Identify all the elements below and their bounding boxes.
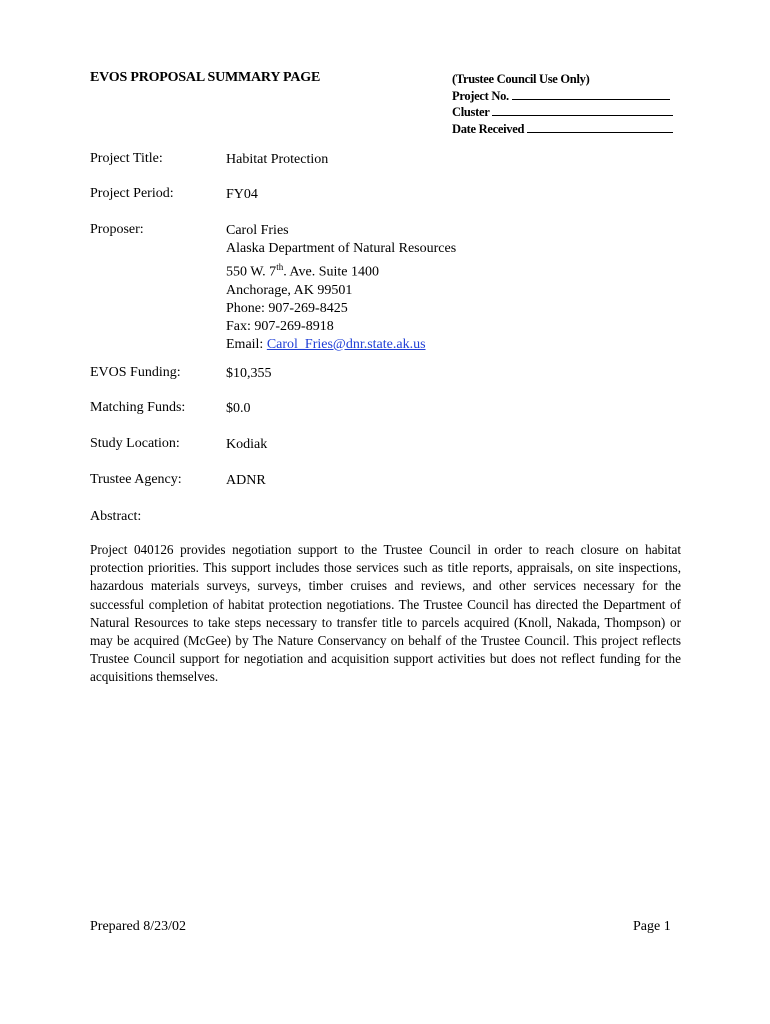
abstract-text: Project 040126 provides negotiation support to the Trustee Council in order to reach closure on habitat protection priorities. This support includes those services such as title reports, appraisals, on site inspections, hazardous materials surveys, surveys, timber cruises and reviews, and other services necessary for the successful completion of habitat protection negotiations. The Trustee Council has directed the Department of Natural Resources to take steps necessary to transfer title to parcels acquired (Knoll, Nakada, Thompson) or may be acquired (McGee) by The Nature Conservancy on behalf of the Trustee Council. This project reflects Trustee Council support for negotiation and acquisition support activities but does not reflect funding for the acquisitions themselves. [90, 542, 681, 685]
proposer-name: Carol Fries [226, 223, 289, 238]
proposer-block [226, 222, 456, 354]
date-received-line [452, 121, 673, 138]
matching-funds-label: Matching Funds: [90, 400, 186, 415]
trustee-agency-value: ADNR [226, 473, 266, 488]
project-no-line [452, 88, 673, 105]
abstract-label: Abstract: [90, 509, 142, 524]
email-label: Email: [226, 336, 267, 352]
proposer-email-line [226, 336, 456, 354]
proposer-city: Anchorage, AK 99501 [226, 282, 353, 298]
matching-funds-value: $0.0 [226, 401, 251, 416]
cluster-line [452, 104, 673, 121]
proposer-fax: Fax: 907-269-8918 [226, 318, 334, 334]
date-received-blank [527, 121, 673, 133]
project-title-label: Project Title: [90, 151, 163, 166]
proposer-phone: Phone: 907-269-8425 [226, 300, 348, 316]
study-location-value: Kodiak [226, 437, 268, 452]
proposer-street: 550 W. 7th. Ave. Suite 1400 [226, 262, 379, 280]
page-title: EVOS PROPOSAL SUMMARY PAGE [90, 70, 321, 85]
project-period-label: Project Period: [90, 186, 174, 201]
cluster-blank [492, 104, 673, 116]
trustee-agency-label: Trustee Agency: [90, 472, 182, 487]
prepared-date: Prepared 8/23/02 [90, 919, 187, 934]
evos-funding-label: EVOS Funding: [90, 365, 181, 380]
evos-funding-value: $10,355 [226, 366, 272, 381]
project-title-value: Habitat Protection [226, 152, 329, 167]
project-period-value: FY04 [226, 187, 258, 202]
proposer-org: Alaska Department of Natural Resources [226, 241, 457, 256]
page-number: Page 1 [633, 919, 671, 934]
project-no-blank [512, 88, 670, 100]
date-received-label: Date Received [452, 121, 525, 136]
project-no-label: Project No. [452, 88, 509, 103]
trustee-heading: (Trustee Council Use Only) [452, 72, 590, 86]
cluster-label: Cluster [452, 105, 490, 119]
study-location-label: Study Location: [90, 436, 180, 451]
proposer-label: Proposer: [90, 222, 144, 237]
email-link[interactable]: Carol_Fries@dnr.state.ak.us [266, 336, 426, 352]
trustee-council-box [452, 72, 673, 137]
